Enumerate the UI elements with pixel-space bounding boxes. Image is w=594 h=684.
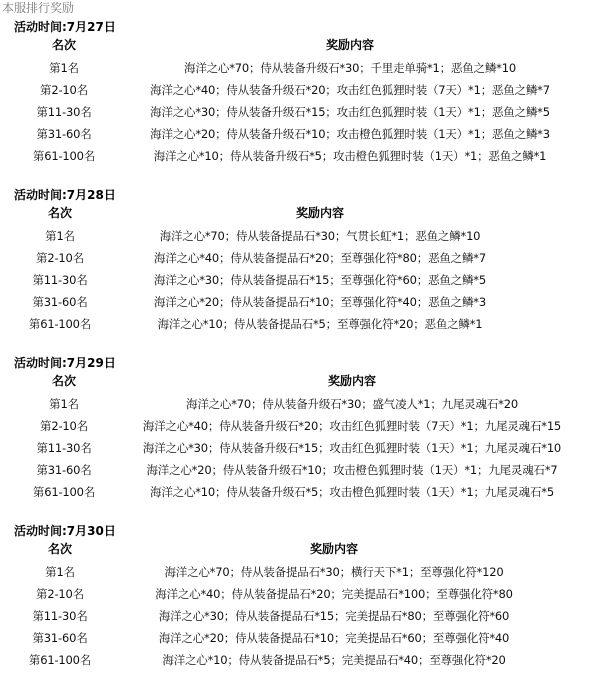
section-title: 活动时间:7月28日: [14, 188, 116, 202]
rank-cell: 第1名: [45, 229, 75, 243]
table-row: [0, 459, 594, 481]
header-rank: 名次: [47, 206, 72, 220]
header-rank: 名次: [51, 374, 76, 388]
rank-cell: 第11-30名: [32, 609, 88, 623]
header-reward: 奖励内容: [309, 542, 358, 556]
rank-cell: 第2-10名: [36, 587, 84, 601]
table-row: [0, 101, 594, 123]
table-row: [0, 649, 594, 671]
table-row: [0, 269, 594, 291]
reward-cell: 海洋之心*40；侍从装备提品石*20；完美提品石*100；至尊强化符*80: [155, 587, 513, 601]
table-row: [0, 627, 594, 649]
rank-cell: 第61-100名: [28, 653, 92, 667]
rank-cell: 第1名: [49, 61, 79, 75]
header-rank: 名次: [47, 542, 72, 556]
table-row: [0, 313, 594, 335]
table-row: [0, 79, 594, 101]
rank-cell: 第1名: [45, 565, 75, 579]
reward-cell: 海洋之心*70；侍从装备升级石*30；千里走单骑*1；恶鱼之鳞*10: [184, 61, 516, 75]
reward-cell: 海洋之心*30；侍从装备升级石*15；攻击红色狐狸时装（1天）*1；恶鱼之鳞*5: [150, 105, 550, 119]
table-row: [0, 583, 594, 605]
table-row: [0, 605, 594, 627]
reward-cell: 海洋之心*40；侍从装备升级石*20；攻击红色狐狸时装（7天）*1；九尾灵魂石*15: [142, 419, 562, 433]
header-reward: 奖励内容: [327, 374, 376, 388]
table-row: [0, 57, 594, 79]
table-row: [0, 225, 594, 247]
table-row: [0, 415, 594, 437]
reward-cell: 海洋之心*40；侍从装备升级石*20；攻击红色狐狸时装（7天）*1；恶鱼之鳞*7: [150, 83, 550, 97]
table-row: [0, 481, 594, 503]
rank-cell: 第31-60名: [32, 295, 88, 309]
reward-cell: 海洋之心*40；侍从装备提品石*20；至尊强化符*80；恶鱼之鳞*7: [154, 251, 486, 265]
header-rank: 名次: [51, 38, 76, 52]
rank-cell: 第61-100名: [32, 149, 96, 163]
rank-cell: 第31-60名: [36, 127, 92, 141]
table-row: [0, 145, 594, 167]
reward-cell: 海洋之心*20；侍从装备升级石*10；攻击橙色狐狸时装（1天）*1；九尾灵魂石*7: [146, 463, 558, 477]
rank-cell: 第11-30名: [32, 273, 88, 287]
header-reward: 奖励内容: [325, 38, 374, 52]
reward-cell: 海洋之心*70；侍从装备提品石*30；横行天下*1；至尊强化符*120: [164, 565, 504, 579]
table-row: [0, 393, 594, 415]
reward-cell: 海洋之心*10；侍从装备升级石*5；攻击橙色狐狸时装（1天）*1；恶鱼之鳞*1: [153, 149, 547, 163]
table-row: [0, 437, 594, 459]
reward-cell: 海洋之心*20；侍从装备提品石*10；完美提品石*60；至尊强化符*40: [158, 631, 510, 645]
reward-cell: 海洋之心*30；侍从装备提品石*15；至尊强化符*60；恶鱼之鳞*5: [154, 273, 486, 287]
rank-cell: 第11-30名: [36, 105, 92, 119]
reward-cell: 海洋之心*10；侍从装备提品石*5；至尊强化符*20；恶鱼之鳞*1: [157, 317, 483, 331]
page-title: 本服排行奖励: [2, 1, 75, 15]
rank-cell: 第31-60名: [36, 463, 92, 477]
header-reward: 奖励内容: [295, 206, 344, 220]
rank-cell: 第31-60名: [32, 631, 88, 645]
rank-cell: 第61-100名: [32, 485, 96, 499]
table-row: [0, 291, 594, 313]
reward-cell: 海洋之心*30；侍从装备升级石*15；攻击红色狐狸时装（1天）*1；九尾灵魂石*10: [142, 441, 562, 455]
rank-cell: 第2-10名: [40, 419, 88, 433]
reward-cell: 海洋之心*70；侍从装备升级石*30；盛气凌人*1；九尾灵魂石*20: [186, 397, 518, 411]
section-title: 活动时间:7月27日: [14, 20, 116, 34]
section-title: 活动时间:7月29日: [14, 356, 116, 370]
table-row: [0, 247, 594, 269]
reward-cell: 海洋之心*70；侍从装备提品石*30；气贯长虹*1；恶鱼之鳞*10: [159, 229, 481, 243]
reward-cell: 海洋之心*20；侍从装备升级石*10；攻击橙色狐狸时装（1天）*1；恶鱼之鳞*3: [150, 127, 550, 141]
rank-cell: 第2-10名: [40, 83, 88, 97]
table-row: [0, 123, 594, 145]
reward-cell: 海洋之心*30；侍从装备提品石*15；完美提品石*80；至尊强化符*60: [158, 609, 510, 623]
rank-cell: 第61-100名: [28, 317, 92, 331]
table-row: [0, 561, 594, 583]
rank-cell: 第1名: [49, 397, 79, 411]
reward-cell: 海洋之心*20；侍从装备提品石*10；至尊强化符*40；恶鱼之鳞*3: [154, 295, 486, 309]
reward-cell: 海洋之心*10；侍从装备升级石*5；攻击橙色狐狸时装（1天）*1；九尾灵魂石*5: [150, 485, 554, 499]
rank-cell: 第11-30名: [36, 441, 92, 455]
reward-cell: 海洋之心*10；侍从装备提品石*5；完美提品石*40；至尊强化符*20: [162, 653, 506, 667]
section-title: 活动时间:7月30日: [14, 524, 116, 538]
rank-cell: 第2-10名: [36, 251, 84, 265]
